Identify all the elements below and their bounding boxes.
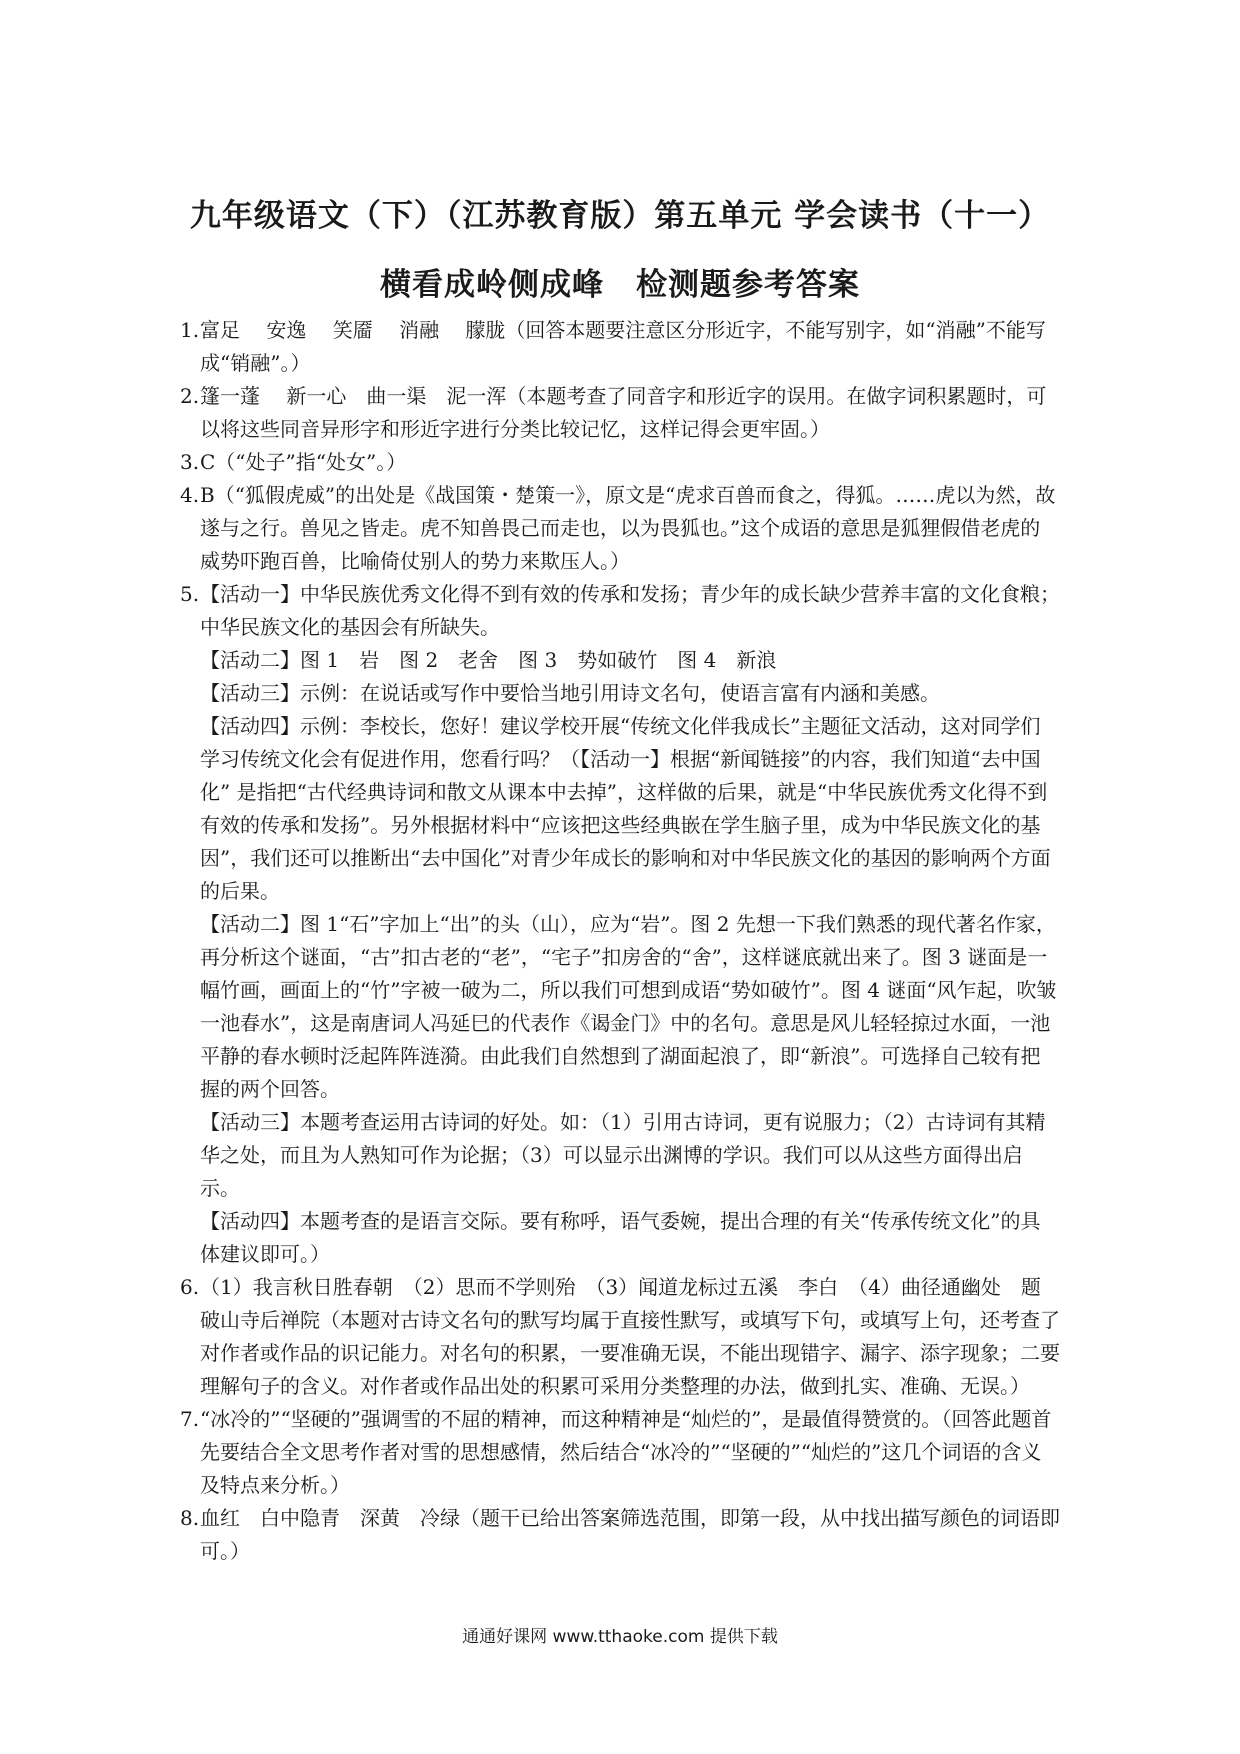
- item5-activity2: 【活动二】图 1 岩 图 2 老舍 图 3 势如破竹 图 4 新浪: [200, 648, 777, 672]
- item-text: （1）我言秋日胜春朝 （2）思而不学则殆 （3）闻道龙标过五溪 李白 （4）曲径通幽处 题破山寺后禅院（本题对古诗文名句的默写均属于直接性默写，或填写下句，或填写上句，还考查了对作者或作品的识记能力。对名句的积累，一要准确无误，不能出现错字、漏字、添字现象；二要理解句子的含义。对作者或作品出处的积累可采用分类整理的办法，做到扎实、准确、无误。）: [200, 1275, 1060, 1398]
- item-text: 血红 白中隐青 深黄 冷绿（题干已给出答案筛选范围，即第一段，从中找出描写颜色的词语即可。）: [200, 1506, 1060, 1563]
- answer-item-5: [180, 578, 1060, 644]
- answer-item-1: [180, 314, 1060, 380]
- item-text: 【活动一】中华民族优秀文化得不到有效的传承和发扬；青少年的成长缺少营养丰富的文化食粮；中华民族文化的基因会有所缺失。: [200, 582, 1060, 639]
- answer-item-4: [180, 479, 1060, 578]
- page-subtitle: 横看成岭侧成峰 检测题参考答案: [380, 267, 860, 303]
- answer-list: [180, 314, 1060, 1568]
- item5-activity4-explanation1: 【活动四】示例：李校长，您好！建议学校开展“传统文化伴我成长”主题征文活动，这对同学们学习传统文化会有促进作用，您看行吗？（【活动一】根据“新闻链接”的内容，我们知道“去中国化” 是指把“古代经典诗词和散文从课本中去掉”，这样做的后果，就是“中华民族优秀文化得不到有效的传承和发扬”。另外根据材料中“应该把这些经典嵌在学生脑子里，成为中华民族文化的基因”，我们还可以推断出“去中国化”对青少年成长的影响和对中华民族文化的基因的影响两个方面的后果。: [200, 714, 1051, 903]
- item-text: 篷一蓬 新一心 曲一渠 泥一浑（本题考查了同音字和形近字的误用。在做字词积累题时，可以将这些同音异形字和形近字进行分类比较记忆，这样记得会更牢固。）: [200, 384, 1047, 441]
- answer-item-8: [180, 1502, 1060, 1568]
- item-number: 8.: [180, 1506, 200, 1530]
- item-number: 7.: [180, 1407, 200, 1431]
- item5-activity2-explanation: 【活动二】图 1“石”字加上“出”的头（山），应为“岩”。图 2 先想一下我们熟悉的现代著名作家，再分析这个谜面，“古”扣古老的“老”，“宅子”扣房舍的“舍”，这样谜底就出来了。图 3 谜面是一幅竹画，画面上的“竹”字被一破为二，所以我们可想到成语“势如破竹”。图 4 谜面“风乍起，吹皱一池春水”，这是南唐词人冯延巳的代表作《谒金门》中的名句。意思是风儿轻轻掠过水面，一池平静的春水顿时泛起阵阵涟漪。由此我们自然想到了湖面起浪了，即“新浪”。可选择自己较有把握的两个回答。: [200, 912, 1057, 1101]
- item-number: 3.: [180, 450, 200, 474]
- answer-item-7: [180, 1403, 1060, 1502]
- item-text: 富足 安逸 笑靥 消融 朦胧（回答本题要注意区分形近字，不能写别字，如“消融”不能写成“销融”。）: [200, 318, 1046, 375]
- item5-activity3: 【活动三】示例：在说话或写作中要恰当地引用诗文名句，使语言富有内涵和美感。: [200, 681, 940, 705]
- page-title: 九年级语文（下）（江苏教育版）第五单元 学会读书（十一）: [189, 198, 1051, 234]
- item-number: 5.: [180, 582, 200, 606]
- item-number: 2.: [180, 384, 200, 408]
- footer-source: 通通好课网 www.tthaoke.com 提供下载: [462, 1627, 778, 1647]
- answer-item-2: [180, 380, 1060, 446]
- item-text: “冰冷的”“坚硬的”强调雪的不屈的精神，而这种精神是“灿烂的”，是最值得赞赏的。（回答此题首先要结合全文思考作者对雪的思想感情，然后结合“冰冷的”“坚硬的”“灿烂的”这几个词语的含义及特点来分析。）: [200, 1407, 1052, 1497]
- item-number: 4.: [180, 483, 200, 507]
- item-number: 1.: [180, 318, 200, 342]
- answer-item-3: [180, 446, 1060, 479]
- item-text: B（“狐假虎威”的出处是《战国策・楚策一》，原文是“虎求百兽而食之，得狐。……虎以为然，故遂与之行。兽见之皆走。虎不知兽畏己而走也，以为畏狐也。”这个成语的意思是狐狸假借老虎的威势吓跑百兽，比喻倚仗别人的势力来欺压人。）: [200, 483, 1056, 573]
- answer-item-6: [180, 1271, 1060, 1403]
- item5-activity4-explanation2: 【活动四】本题考查的是语言交际。要有称呼，语气委婉，提出合理的有关“传承传统文化”的具体建议即可。）: [200, 1209, 1041, 1266]
- item-number: 6.: [180, 1275, 200, 1299]
- item5-activity3-explanation: 【活动三】本题考查运用古诗词的好处。如：（1）引用古诗词，更有说服力；（2）古诗词有其精华之处，而且为人熟知可作为论据；（3）可以显示出渊博的学识。我们可以从这些方面得出启示。: [200, 1110, 1046, 1200]
- item-text: C（“处子”指“处女”。）: [200, 450, 407, 474]
